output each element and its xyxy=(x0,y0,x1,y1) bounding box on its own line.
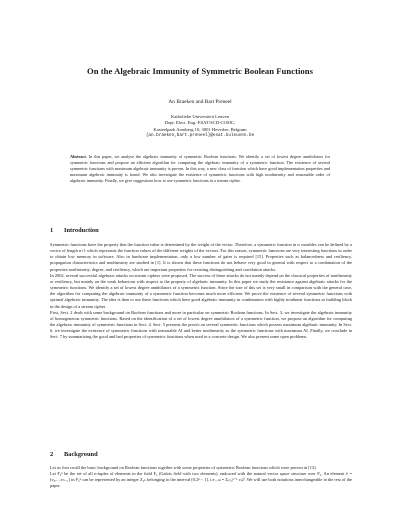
section-heading-introduction xyxy=(50,227,99,234)
paragraph: Symmetric functions have the property that the function value is determined by the weight of the vector. Therefore, a symmetric function in n variables can be defined by a vector of length n+1 which represents the function values of the different weights of the vectors. For this reason, symmetric functions are very interesting functions in order to obtain low memory in software. Also in hardware implementation, only a low number of gates is required [15]. Properties such as balancedness and resiliency, propagation characteristics and nonlinearity are studied in [1]. It is shown that these functions do not behave very good in general with respect to a combination of the properties nonlinearity, degree, and resiliency, which are important properties for resisting distinguishing and correlation attacks. xyxy=(50,242,352,272)
author-email: {an.braeken,bart.preneel}@esat.kuleuven.be xyxy=(145,133,255,139)
affiliation-dept: Dept. Elect. Eng.-ESAT/SCD-COSIC, xyxy=(164,120,236,126)
section-heading-background xyxy=(50,451,98,458)
abstract xyxy=(70,154,330,184)
background-body xyxy=(50,465,352,490)
author-list: An Braeken and Bart Preneel xyxy=(168,99,232,105)
section-title: Background xyxy=(64,451,98,458)
paragraph: First, Sect. 2 deals with some background on Boolean functions and more in particular on symmetric Boolean functions. In Sect. 3, we investigate the algebraic immunity of homogeneous symmetric functions. Based on the identification of a set of lowest degree annihilators of a symmetric function, we propose an algorithm for computing the algebraic immunity of symmetric functions in Sect. 4. Sect. 5 presents the proofs on several symmetric functions which possess maximum algebraic immunity. In Sect. 6, we investigate the existence of symmetric functions with reasonable AI and better nonlinearity as the symmetric functions with maximum AI. Finally, we conclude in Sect. 7 by summarizing the good and bad properties of symmetric functions when used in a concrete design. We also present some open problems. xyxy=(50,309,352,340)
affiliation-block xyxy=(0,114,400,140)
abstract-text: In this paper, we analyse the algebraic immunity of symmetric Boolean functions. We identify a set of lowest degree annihilators for symmetric functions and propose an efficient algorithm for computing the algebraic immunity of a symmetric function. The existence of several symmetric functions with maximum algebraic immunity is proven. In this way, a new class of function which have good implementation properties and maximum algebraic immunity is found. We also investigate the existence of symmetric functions with high nonlinearity and reasonable order of algebraic immunity. Finally, we give suggestions how to use symmetric functions in a stream cipher. xyxy=(70,154,330,184)
paragraph: Let F₂ⁿ be the set of all n-tuples of elements in the field F₂ (Galois field with two elements), endowed with the natural vector space structure over F₂. An element v̄ = (v₀,...,vₙ₋₁) in F₂ⁿ can be represented by an integer Z₂ₙ belonging to the interval [0,2ⁿ − 1], i.e., ω = Σᵢ₌₀ⁿ⁻¹ vᵢ2ⁱ. We will use both notations interchangeable in the rest of the paper. xyxy=(50,471,352,489)
affiliation-university: Katholieke Universiteit Leuven xyxy=(171,114,229,119)
paragraph: Let us first recall the basic background on Boolean functions together with some properties of symmetric Boolean functions which were proven in [13]. xyxy=(50,465,317,470)
section-number: 2 xyxy=(50,451,54,458)
paragraph: In 2002, several successful algebraic attacks on stream ciphers were proposed. The success of these attacks do not mainly depend on the classical properties of nonlinearity or resiliency, but mainly on the weak behaviour with respect to the property of algebraic immunity. In this paper we study the resistance against algebraic attacks for the symmetric functions. We identify a set of lowest degree annihilators of a symmetric function. Since the size of this set is very small in comparison with the general case, the algorithm for computing the algebraic immunity of a symmetric function becomes much more efficient. We prove the existence of several symmetric functions with optimal algebraic immunity. The idea is then to use these functions which have good algebraic immunity in combination with highly nonlinear functions as building block in the design of a stream cipher. xyxy=(50,272,352,309)
abstract-label: Abstract. xyxy=(70,154,87,159)
introduction-body xyxy=(50,242,352,341)
paper-title: On the Algebraic Immunity of Symmetric Boolean Functions xyxy=(87,66,313,76)
section-number: 1 xyxy=(50,227,54,234)
affiliation-street: Kasteelpark Arenberg 10, 3001 Heverlee, Belgium xyxy=(153,126,247,132)
section-title: Introduction xyxy=(64,227,99,234)
